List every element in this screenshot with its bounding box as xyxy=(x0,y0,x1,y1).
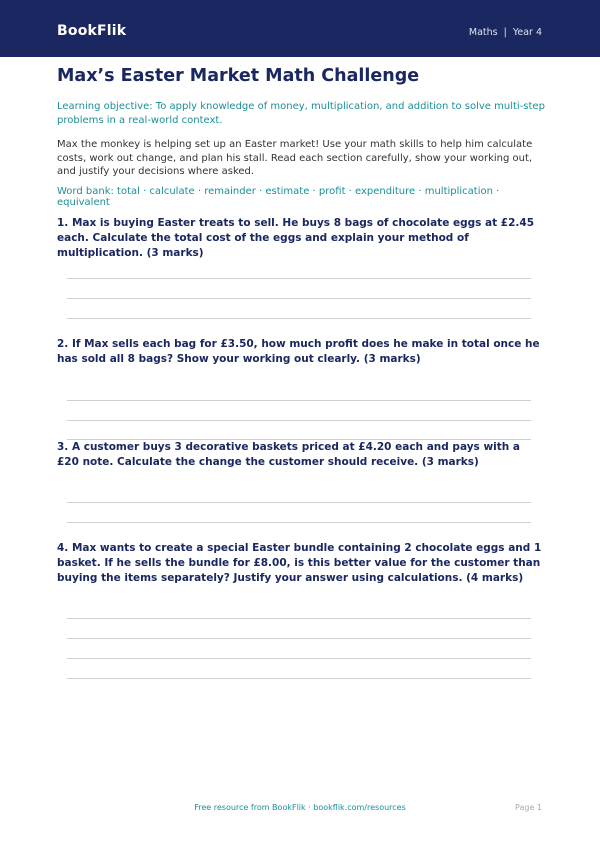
word-bank: Word bank: total · calculate · remainder · estimate · profit · expenditure · multiplication · equivalent xyxy=(57,186,500,208)
answer-line[interactable] xyxy=(67,522,531,523)
question-3: 3. A customer buys 3 decorative baskets priced at £4.20 each and pays with a £20 note. Calculate the change the customer should receive. (3 marks) xyxy=(57,441,520,468)
learning-objective: Learning objective: To apply knowledge of money, multiplication, and addition to solve multi-step problems in a real-world context. xyxy=(57,101,545,126)
footer-credit: Free resource from BookFlik · bookflik.com/resources xyxy=(194,803,406,812)
header-meta xyxy=(469,27,542,38)
answer-line[interactable] xyxy=(67,618,531,619)
answer-line[interactable] xyxy=(67,420,531,421)
answer-line[interactable] xyxy=(67,318,531,319)
brand-logo: BookFlik xyxy=(57,23,127,39)
answer-line[interactable] xyxy=(67,278,531,279)
worksheet-title: Max’s Easter Market Math Challenge xyxy=(57,66,420,86)
question-1: 1. Max is buying Easter treats to sell. He buys 8 bags of chocolate eggs at £2.45 each. Calculate the total cost of the eggs and explain your method of multiplication. (3 marks) xyxy=(57,217,535,259)
header-bar xyxy=(0,0,600,57)
intro-paragraph: Max the monkey is helping set up an Easter market! Use your math skills to help him calculate costs, work out change, and plan his stall. Read each section carefully, show your working out, and justify your decisions where asked. xyxy=(57,139,533,177)
answer-line[interactable] xyxy=(67,400,531,401)
meta-separator: | xyxy=(503,27,507,38)
page-number: Page 1 xyxy=(515,803,542,812)
question-2: 2. If Max sells each bag for £3.50, how much profit does he make in total once he has sold all 8 bags? Show your working out clearly. (3 marks) xyxy=(57,338,540,365)
subject-label: Maths xyxy=(468,27,498,38)
answer-line[interactable] xyxy=(67,502,531,503)
answer-line[interactable] xyxy=(67,678,531,679)
answer-line[interactable] xyxy=(67,638,531,639)
question-4: 4. Max wants to create a special Easter bundle containing 2 chocolate eggs and 1 basket. If he sells the bundle for £8.00, is this better value for the customer than buying the items separately? Justify your answer using calculations. (4 marks) xyxy=(57,542,542,584)
answer-line[interactable] xyxy=(67,298,531,299)
year-label: Year 4 xyxy=(512,27,542,38)
answer-line[interactable] xyxy=(67,658,531,659)
